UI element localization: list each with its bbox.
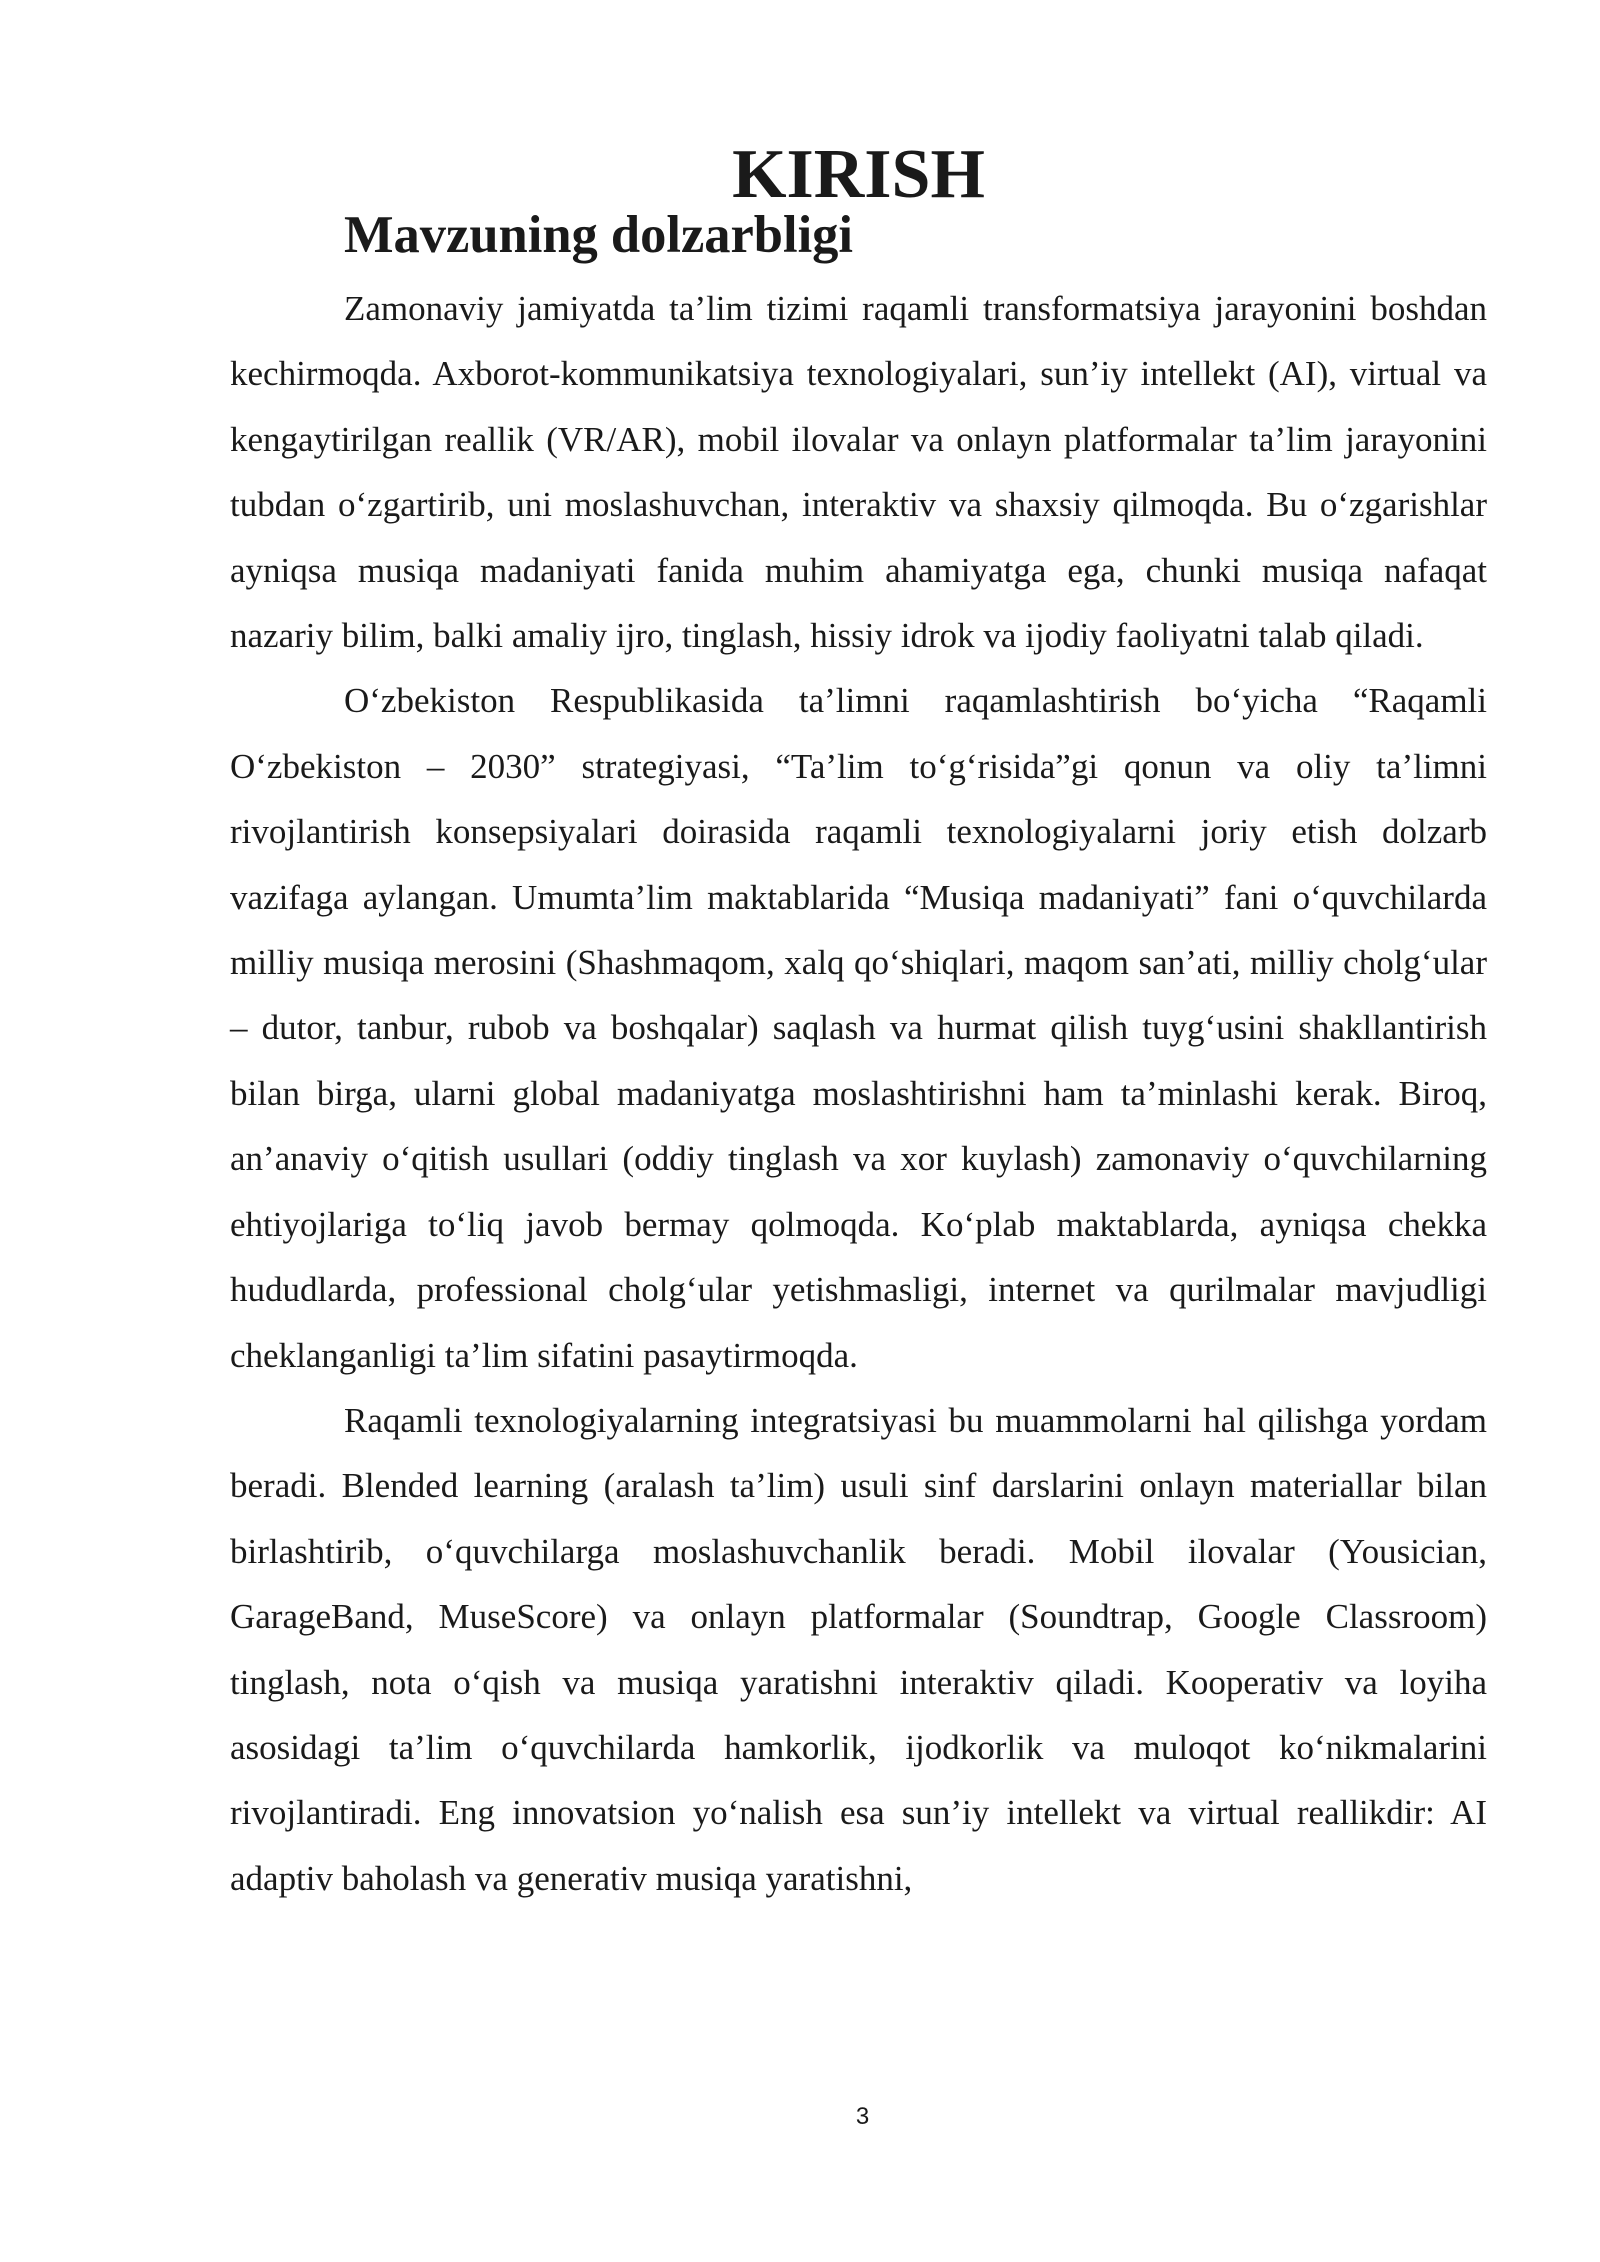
chapter-heading: KIRISH bbox=[732, 136, 985, 213]
paragraph-1: Zamonaviy jamiyatda ta’lim tizimi raqamli transformatsiya jarayonini boshdan kechirmoqda. Axborot-kommunikatsiya texnologiyalari, sun’iy intellekt (AI), virtual va kengaytirilgan reallik (VR/AR), mobil ilovalar va onlayn platformalar ta’lim jarayonini tubdan oʻzgartirib, uni moslashuvchan, interaktiv va shaxsiy qilmoqda. Bu oʻzgarishlar ayniqsa musiqa madaniyati fanida muhim ahamiyatga ega, chunki musiqa nafaqat nazariy bilim, balki amaliy ijro, tinglash, hissiy idrok va ijodiy faoliyatni talab qiladi. bbox=[230, 289, 1487, 656]
page-content bbox=[230, 136, 1487, 1911]
section-subheading: Mavzuning dolzarbligi bbox=[344, 206, 854, 264]
paragraph-2: Oʻzbekiston Respublikasida ta’limni raqamlashtirish boʻyicha “Raqamli Oʻzbekiston – 2030” strategiyasi, “Ta’lim toʻgʻrisida”gi qonun va oliy ta’limni rivojlantirish konsepsiyalari doirasida raqamli texnologiyalarni joriy etish dolzarb vazifaga aylangan. Umumta’lim maktablarida “Musiqa madaniyati” fani oʻquvchilarda milliy musiqa merosini (Shashmaqom, xalq qoʻshiqlari, maqom san’ati, milliy cholgʻular – dutor, tanbur, rubob va boshqalar) saqlash va hurmat qilish tuygʻusini shakllantirish bilan birga, ularni global madaniyatga moslashtirishni ham ta’minlashi kerak. Biroq, an’anaviy oʻqitish usullari (oddiy tinglash va xor kuylash) zamonaviy oʻquvchilarning ehtiyojlariga toʻliq javob bermay qolmoqda. Koʻplab maktablarda, ayniqsa chekka hududlarda, professional cholgʻular yetishmasligi, internet va qurilmalar mavjudligi cheklanganligi ta’lim sifatini pasaytirmoqda. bbox=[230, 681, 1487, 1375]
page-number: 3 bbox=[855, 2103, 870, 2130]
paragraph-3: Raqamli texnologiyalarning integratsiyasi bu muammolarni hal qilishga yordam beradi. Blended learning (aralash ta’lim) usuli sinf darslarini onlayn materiallar bilan birlashtirib, oʻquvchilarga moslashuvchanlik beradi. Mobil ilovalar (Yousician, GarageBand, MuseScore) va onlayn platformalar (Soundtrap, Google Classroom) tinglash, nota oʻqish va musiqa yaratishni interaktiv qiladi. Kooperativ va loyiha asosidagi ta’lim oʻquvchilarda hamkorlik, ijodkorlik va muloqot koʻnikmalarini rivojlantiradi. Eng innovatsion yoʻnalish esa sun’iy intellekt va virtual reallikdir: AI adaptiv baholash va generativ musiqa yaratishni, bbox=[230, 1400, 1487, 1898]
